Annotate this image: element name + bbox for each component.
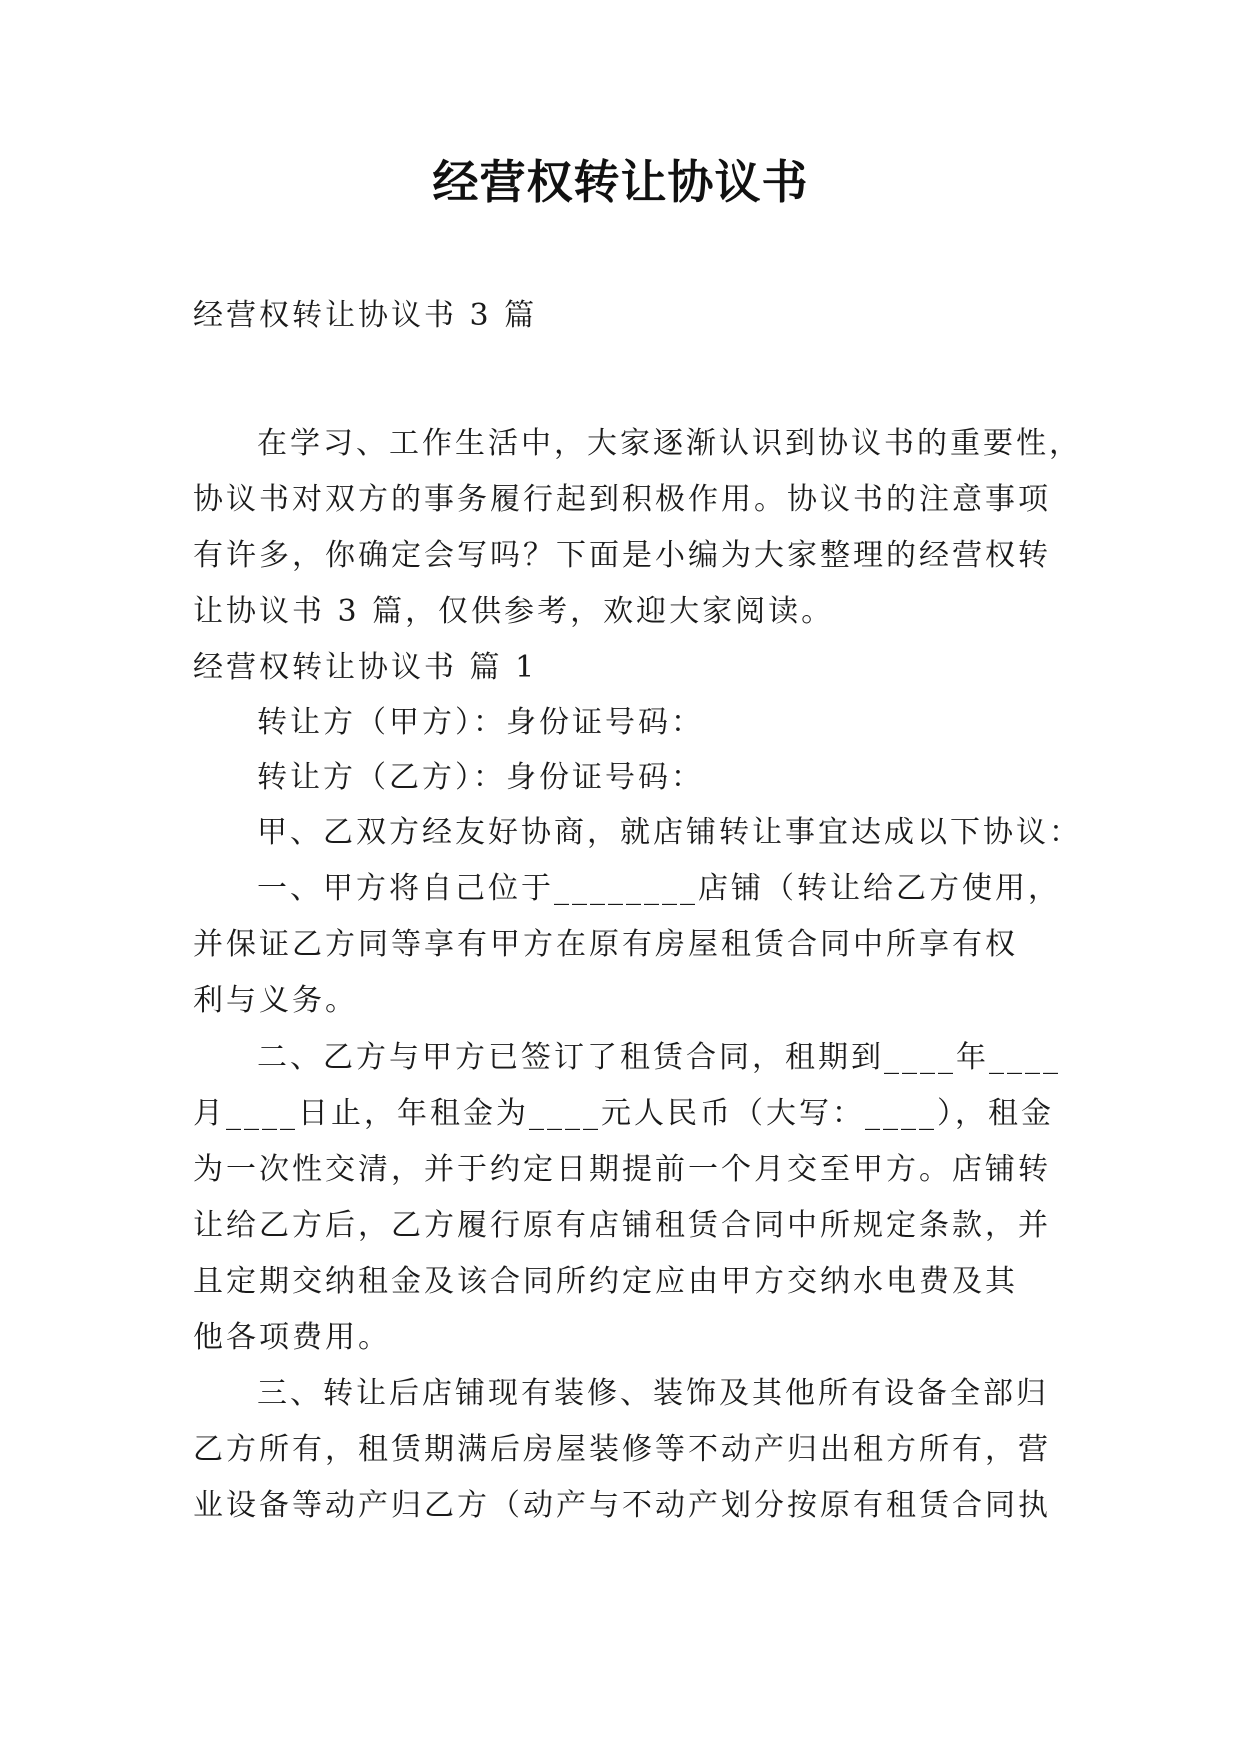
clause-1-line-1: 一、甲方将自己位于________店铺（转让给乙方使用， bbox=[257, 871, 1061, 906]
intro-line-2: 协议书对双方的事务履行起到积极作用。协议书的注意事项 bbox=[193, 482, 1051, 517]
party-b-line: 转让方（乙方）：身份证号码： bbox=[257, 760, 704, 795]
clause-2-line-4: 让给乙方后，乙方履行原有店铺租赁合同中所规定条款，并 bbox=[193, 1208, 1051, 1243]
clause-2-line-1: 二、乙方与甲方已签订了租赁合同，租期到____年____ bbox=[257, 1040, 1061, 1075]
clause-2-line-6: 他各项费用。 bbox=[193, 1320, 391, 1355]
intro-line-1: 在学习、工作生活中，大家逐渐认识到协议书的重要性， bbox=[257, 426, 1082, 461]
clause-3-line-1: 三、转让后店铺现有装修、装饰及其他所有设备全部归 bbox=[257, 1376, 1049, 1411]
clause-1-line-2: 并保证乙方同等享有甲方在原有房屋租赁合同中所享有权 bbox=[193, 927, 1018, 962]
preamble-line: 甲、乙双方经友好协商，就店铺转让事宜达成以下协议： bbox=[257, 815, 1082, 850]
document-title: 经营权转让协议书 bbox=[432, 155, 809, 209]
party-a-line: 转让方（甲方）：身份证号码： bbox=[257, 705, 704, 740]
clause-2-line-5: 且定期交纳租金及该合同所约定应由甲方交纳水电费及其 bbox=[193, 1264, 1018, 1299]
clause-3-line-2: 乙方所有，租赁期满后房屋装修等不动产归出租方所有，营 bbox=[193, 1432, 1051, 1467]
clause-2-line-3: 为一次性交清，并于约定日期提前一个月交至甲方。店铺转 bbox=[193, 1152, 1051, 1187]
clause-1-line-3: 利与义务。 bbox=[193, 983, 358, 1018]
intro-line-4: 让协议书 3 篇，仅供参考，欢迎大家阅读。 bbox=[193, 594, 835, 629]
document-subtitle: 经营权转让协议书 3 篇 bbox=[193, 298, 538, 333]
clause-3-line-3: 业设备等动产归乙方（动产与不动产划分按原有租赁合同执 bbox=[193, 1488, 1051, 1523]
section-heading: 经营权转让协议书 篇 1 bbox=[193, 650, 538, 685]
clause-2-line-2: 月____日止，年租金为____元人民币（大写：____），租金 bbox=[193, 1096, 1054, 1131]
intro-line-3: 有许多，你确定会写吗？下面是小编为大家整理的经营权转 bbox=[193, 538, 1051, 573]
